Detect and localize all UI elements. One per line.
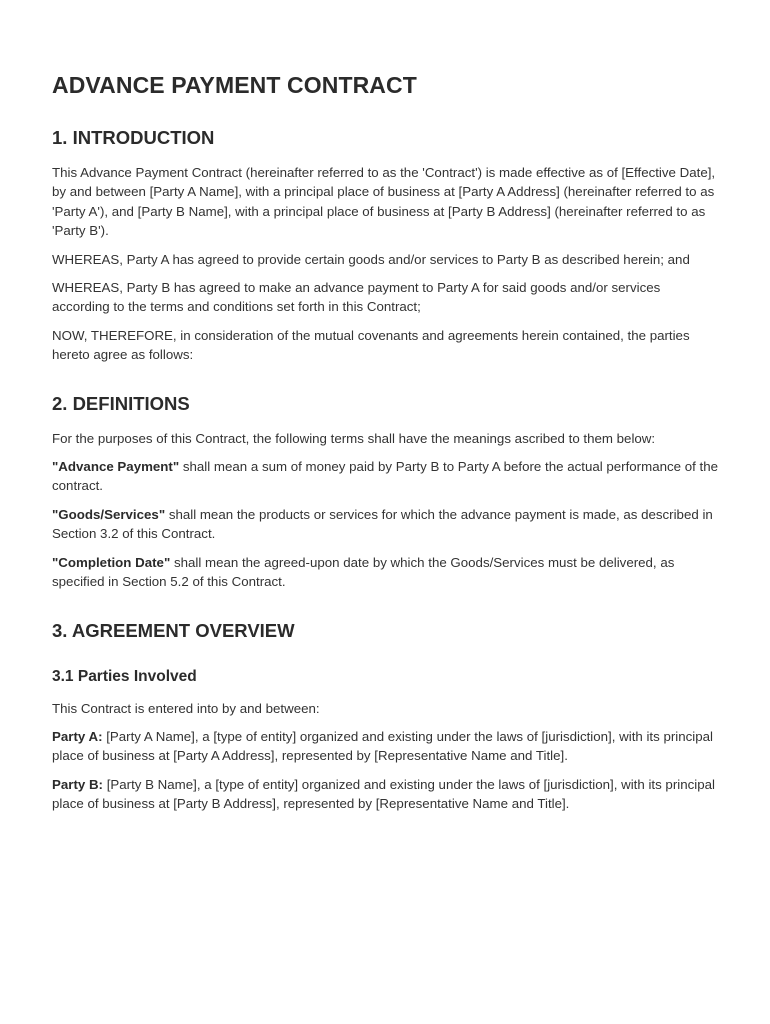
parties-intro: This Contract is entered into by and between: xyxy=(52,700,320,716)
party-text: [Party B Name], a [type of entity] organized and existing under the laws of [jurisdiction], with its principal place of business at [Party B Address], represented by [Representative Name and Title]. xyxy=(52,776,715,812)
document-title: ADVANCE PAYMENT CONTRACT xyxy=(52,72,417,98)
party-a-paragraph xyxy=(52,727,720,766)
definition-advance-payment xyxy=(52,457,720,496)
section-agreement-overview xyxy=(52,619,720,814)
whereas-paragraph-b: WHEREAS, Party B has agreed to make an advance payment to Party A for said goods and/or services according to the terms and conditions set forth in this Contract; xyxy=(52,280,661,315)
definition-term: "Goods/Services" xyxy=(52,506,166,522)
definition-text: shall mean a sum of money paid by Party B to Party A before the actual performance of the contract. xyxy=(52,459,718,494)
whereas-paragraph-a: WHEREAS, Party A has agreed to provide certain goods and/or services to Party B as described herein; and xyxy=(52,251,690,267)
section-heading: 3. AGREEMENT OVERVIEW xyxy=(52,619,295,641)
definition-text: shall mean the agreed-upon date by which the Goods/Services must be delivered, as specified in Section 5.2 of this Contract. xyxy=(52,554,675,590)
document-page xyxy=(52,70,720,823)
definition-completion-date xyxy=(52,553,720,592)
definition-goods-services xyxy=(52,505,720,544)
party-text: [Party A Name], a [type of entity] organized and existing under the laws of [jurisdiction], with its principal place of business at [Party A Address], represented by [Representative Name and Title]. xyxy=(52,728,713,764)
party-label: Party A: xyxy=(52,728,103,744)
subsection-heading: 3.1 Parties Involved xyxy=(52,667,197,685)
definition-text: shall mean the products or services for which the advance payment is made, as described in Section 3.2 of this Contract. xyxy=(52,506,713,542)
section-heading: 2. DEFINITIONS xyxy=(52,392,190,414)
section-heading: 1. INTRODUCTION xyxy=(52,127,215,148)
definitions-intro: For the purposes of this Contract, the following terms shall have the meanings ascribed to them below: xyxy=(52,430,656,446)
definition-term: "Advance Payment" xyxy=(52,459,180,475)
party-b-paragraph xyxy=(52,775,720,814)
section-definitions xyxy=(52,392,720,592)
definition-term: "Completion Date" xyxy=(52,554,171,570)
intro-paragraph: This Advance Payment Contract (hereinafter referred to as the 'Contract') is made effective as of [Effective Date], by and between [Party A Name], with a principal place of business at [Party A Address] (hereinafter referred to as 'Party A'), and [Party B Name], with a principal place of business at [Party B Address] (hereinafter referred to as 'Party B'). xyxy=(52,165,716,239)
section-introduction xyxy=(52,126,720,365)
now-therefore-paragraph: NOW, THEREFORE, in consideration of the mutual covenants and agreements herein contained, the parties hereto agree as follows: xyxy=(52,327,690,363)
party-label: Party B: xyxy=(52,776,103,792)
